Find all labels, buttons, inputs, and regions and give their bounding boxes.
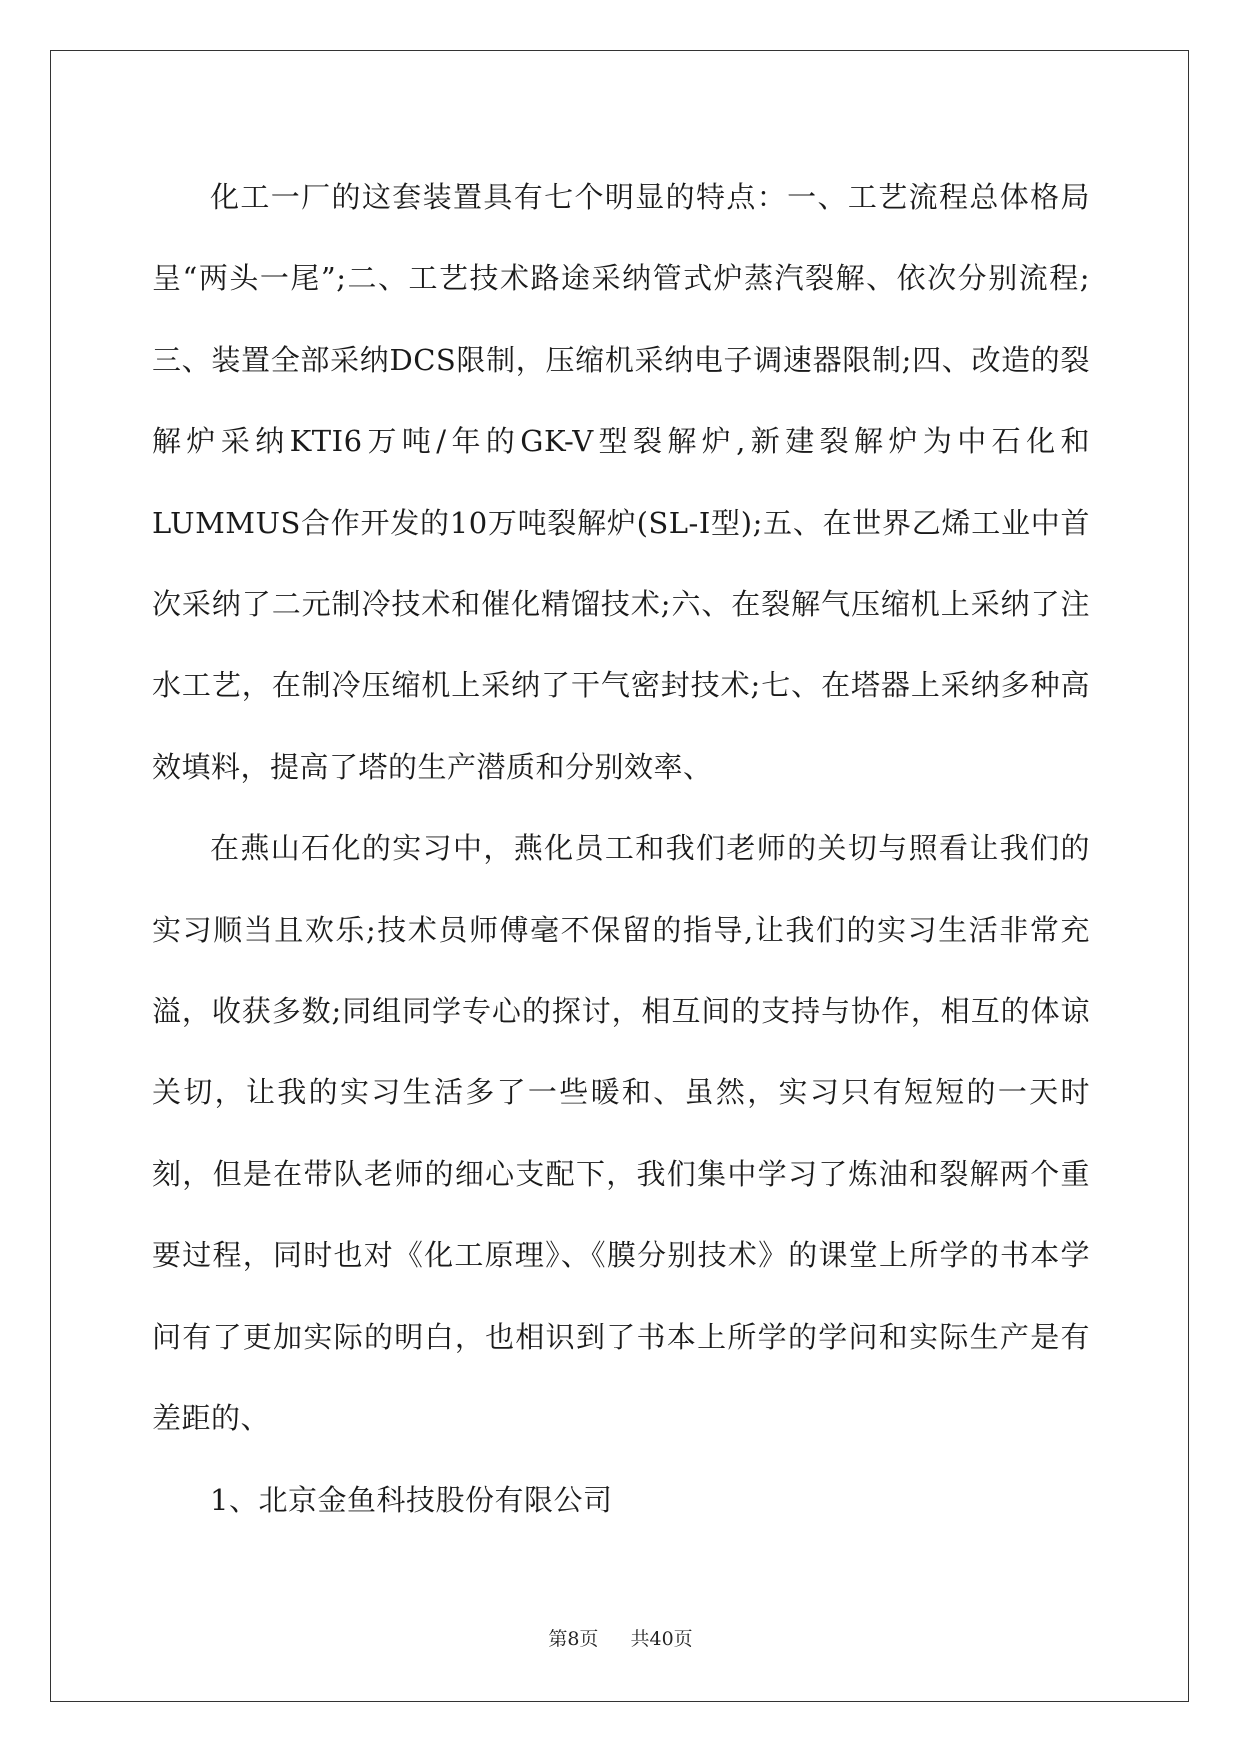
paragraph-company-heading: 1、北京金鱼科技股份有限公司	[210, 1482, 613, 1517]
page-total: 共40页	[630, 1628, 693, 1650]
page-footer	[0, 1624, 1241, 1651]
page-number: 第8页	[548, 1628, 599, 1650]
paragraph-internship-reflection: 在燕山石化的实习中，燕化员工和我们老师的关切与照看让我们的实习顺当且欢乐;技术员师傅毫不保留的指导,让我们的实习生活非常充溢，收获多数;同组同学专心的探讨，相互间的支持与协作，相互的体谅关切，让我的实习生活多了一些暖和、虽然，实习只有短短的一天时刻，但是在带队老师的细心支配下，我们集中学习了炼油和裂解两个重要过程，同时也对《化工原理》、《膜分别技术》的课堂上所学的书本学问有了更加实际的明白，也相识到了书本上所学的学问和实际生产是有差距的、	[152, 831, 1090, 1436]
paragraph-plant-features: 化工一厂的这套装置具有七个明显的特点：一、工艺流程总体格局呈“两头一尾”;二、工艺技术路途采纳管式炉蒸汽裂解、依次分别流程;三、装置全部采纳DCS限制，压缩机采纳电子调速器限制;四、改造的裂解炉采纳KTI6万吨/年的GK-V型裂解炉,新建裂解炉为中石化和LUMMUS合作开发的10万吨裂解炉(SL-I型);五、在世界乙烯工业中首次采纳了二元制冷技术和催化精馏技术;六、在裂解气压缩机上采纳了注水工艺，在制冷压缩机上采纳了干气密封技术;七、在塔器上采纳多种高效填料，提高了塔的生产潜质和分别效率、	[152, 180, 1090, 784]
document-body	[152, 157, 1090, 1541]
